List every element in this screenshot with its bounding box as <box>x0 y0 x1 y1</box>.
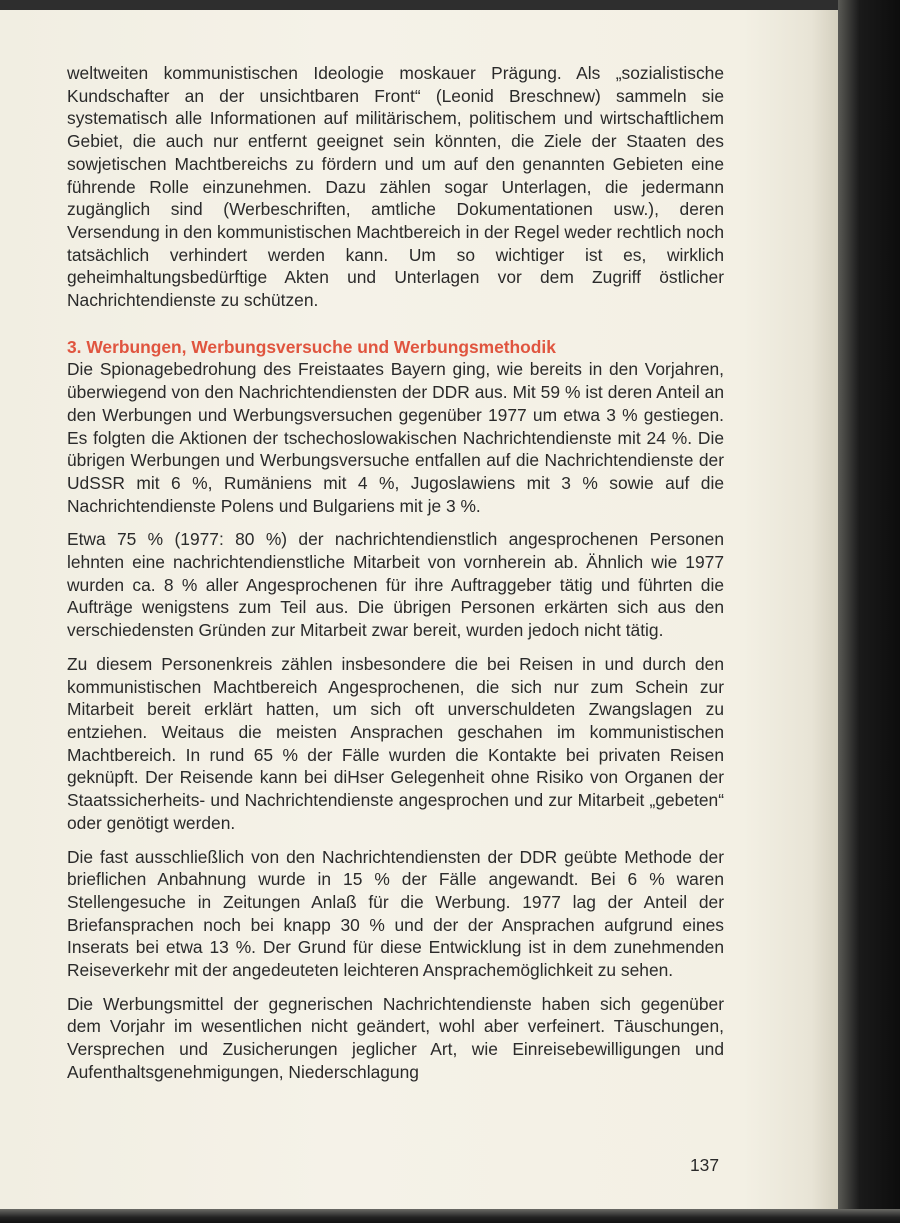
page-number: 137 <box>690 1155 720 1175</box>
section-heading: 3. Werbungen, Werbungsversuche und Werbungsmethodik <box>67 336 556 357</box>
paragraph-werbungsmittel: Die Werbungsmittel der gegnerischen Nachrichtendienste haben sich gegenüber dem Vorjahr im wesentlichen nicht geändert, wohl aber verfeinert. Täuschungen, Versprechen und Zusicherungen jeglicher Art, wie Einreisebewilligungen und Aufenthaltsgenehmigungen, Niederschlagung <box>67 993 724 1082</box>
book-spine-shadow <box>838 0 900 1223</box>
page-body <box>67 62 724 1095</box>
intro-paragraph: weltweiten kommunistischen Ideologie moskauer Prägung. Als „sozialistische Kundschafter an der unsichtbaren Front“ (Leonid Breschnew) sammeln sie systematisch alle Informationen auf militärischem, politischem und wirtschaftlichem Gebiet, die auch nur entfernt geeignet sein könnten, die Ziele der Staaten des sowjetischen Machtbereichs zu fördern und um auf den genannten Gebieten eine führende Rolle einzunehmen. Dazu zählen sogar Unterlagen, die jedermann zugänglich sind (Werbeschriften, amtliche Dokumentationen usw.), deren Versendung in den kommunistischen Machtbereich in der Regel weder rechtlich noch tatsächlich verhindert werden kann. Um so wichtiger ist es, wirklich geheimhaltungsbedürftige Akten und Unterlagen vor dem Zugriff östlicher Nachrichtendienste zu schützen. <box>67 63 724 311</box>
paragraph-personenkreis: Zu diesem Personenkreis zählen insbesondere die bei Reisen in und durch den kommunistischen Machtbereich Angesprochenen, die sich nur zum Schein zur Mitarbeit bereit erklärt hatten, um sich oft unverschuldeten Zwangslagen zu entziehen. Weitaus die meisten Ansprachen geschahen im kommunistischen Machtbereich. In rund 65 % der Fälle wurden die Kontakte bei privaten Reisen geknüpft. Der Reisende kann bei diHser Gelegenheit ohne Risiko von Organen der Staatssicherheits- und Nachrichtendienste angesprochen und zur Mitarbeit „gebeten“ oder genötigt werden. <box>67 653 724 833</box>
paragraph-spionagebedrohung: Die Spionagebedrohung des Freistaates Bayern ging, wie bereits in den Vorjahren, überwiegend von den Nachrichtendiensten der DDR aus. Mit 59 % ist deren Anteil an den Werbungen und Werbungsversuchen gegenüber 1977 um etwa 3 % gestiegen. Es folgten die Aktionen der tschechoslowakischen Nachrichtendienste mit 24 %. Die übrigen Werbungen und Werbungsversuche entfallen auf die Nachrichtendienste der UdSSR mit 6 %, Rumäniens mit 4 %, Jugoslawiens mit 3 % sowie auf die Nachrichtendienste Polens und Bulgariens mit je 3 %. <box>67 359 724 516</box>
paragraph-briefliche-anbahnung: Die fast ausschließlich von den Nachrichtendiensten der DDR geübte Methode der brieflichen Anbahnung wurde in 15 % der Fälle angewandt. Bei 6 % waren Stellengesuche in Zeitungen Anlaß für die Werbung. 1977 lag der Anteil der Briefansprachen noch bei knapp 30 % und der der Ansprachen aufgrund eines Inserats bei etwa 13 %. Der Grund für diese Entwicklung ist in dem zunehmenden Reiseverkehr mit der angedeuteten leichteren Ansprachemöglichkeit zu sehen. <box>67 846 724 981</box>
paragraph-ablehnung: Etwa 75 % (1977: 80 %) der nachrichtendienstlich angesprochenen Personen lehnten eine nachrichtendienstliche Mitarbeit von vornherein ab. Ähnlich wie 1977 wurden ca. 8 % aller Angesprochenen für ihre Auftraggeber tätig und führten die Aufträge wenigstens zum Teil aus. Die übrigen Personen erkärten sich aus den verschiedensten Gründen zur Mitarbeit zwar bereit, wurden jedoch nicht tätig. <box>67 529 724 641</box>
book-bottom-edge <box>0 1209 900 1223</box>
